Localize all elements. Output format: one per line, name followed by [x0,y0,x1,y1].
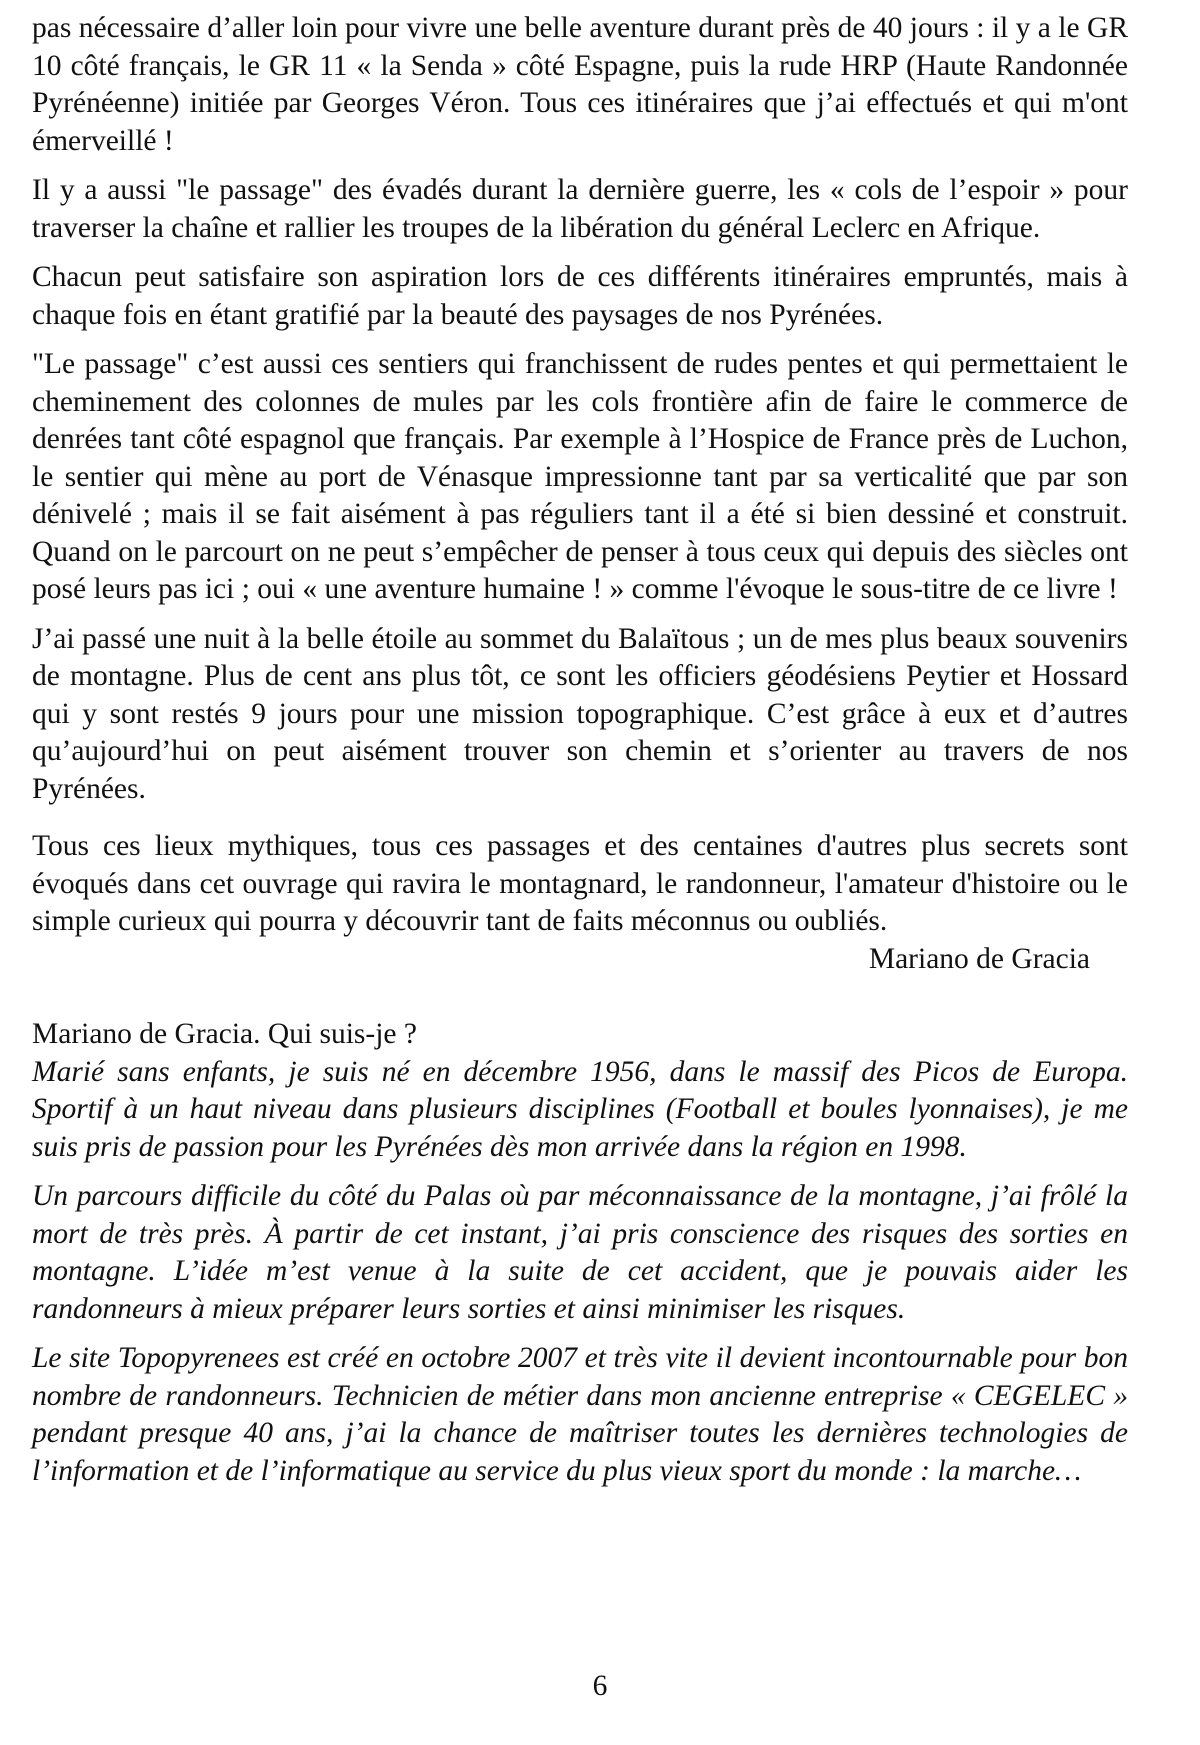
body-paragraph-2: Il y a aussi "le passage" des évadés durant la dernière guerre, les « cols de l’espoir » pour traverser la chaîne et rallier les troupes de la libération du général Leclerc en Afrique. [32,174,1128,244]
bio-paragraph-1: Marié sans enfants, je suis né en décembre 1956, dans le massif des Picos de Europa. Sportif à un haut niveau dans plusieurs disciplines (Football et boules lyonnaises), je me suis pris de passion pour les Pyrénées dès mon arrivée dans la région en 1998. [32,1055,1128,1163]
bio-paragraph-3: Le site Topopyrenees est créé en octobre 2007 et très vite il devient incontournable pour bon nombre de randonneurs. Technicien de métier dans mon ancienne entreprise « CEGELEC » pendant presque 40 ans, j’ai la chance de maîtriser toutes les dernières technologies de l’information et de l’informatique au service du plus vieux sport du monde : la marche… [32,1342,1128,1487]
bio-title: Mariano de Gracia. Qui suis-je ? [32,1018,417,1050]
page-number: 6 [592,1670,608,1702]
body-paragraph-1: pas nécessaire d’aller loin pour vivre une belle aventure durant près de 40 jours : il y a le GR 10 côté français, le GR 11 « la Senda » côté Espagne, puis la rude HRP (Haute Randonnée Pyrénéenne) initiée par Georges Véron. Tous ces itinéraires que j’ai effectués et qui m'ont émerveillé ! [32,12,1128,157]
page-content [32,10,1128,1502]
body-paragraph-6: Tous ces lieux mythiques, tous ces passages et des centaines d'autres plus secrets sont évoqués dans cet ouvrage qui ravira le montagnard, le randonneur, l'amateur d'histoire ou le simple curieux qui pourra y découvrir tant de faits méconnus ou oubliés. [32,830,1128,937]
body-paragraph-3: Chacun peut satisfaire son aspiration lors de ces différents itinéraires empruntés, mais à chaque fois en étant gratifié par la beauté des paysages de nos Pyrénées. [32,261,1128,331]
body-paragraph-4: "Le passage" c’est aussi ces sentiers qui franchissent de rudes pentes et qui permettaient le cheminement des colonnes de mules par les cols frontière afin de faire le commerce de denrées tant côté espagnol que français. Par exemple à l’Hospice de France près de Luchon, le sentier qui mène au port de Vénasque impressionne tant par sa verticalité que par son dénivelé ; mais il se fait aisément à pas réguliers tant il a été si bien dessiné et construit. Quand on le parcourt on ne peut s’empêcher de penser à tous ceux qui depuis des siècles ont posé leurs pas ici ; oui « une aventure humaine ! » comme l'évoque le sous-titre de ce livre ! [32,348,1128,605]
body-paragraph-5: J’ai passé une nuit à la belle étoile au sommet du Balaïtous ; un de mes plus beaux souvenirs de montagne. Plus de cent ans plus tôt, ce sont les officiers géodésiens Peytier et Hossard qui y sont restés 9 jours pour une mission topographique. C’est grâce à eux et d’autres qu’aujourd’hui on peut aisément trouver son chemin et s’orienter au travers de nos Pyrénées. [32,622,1128,805]
signature: Mariano de Gracia [868,942,1090,975]
bio-paragraph-2: Un parcours difficile du côté du Palas où par méconnaissance de la montagne, j’ai frôlé la mort de très près. À partir de cet instant, j’ai pris conscience des risques des sorties en montagne. L’idée m’est venue à la suite de cet accident, que je pouvais aider les randonneurs à mieux préparer leurs sorties et ainsi minimiser les risques. [32,1180,1128,1325]
